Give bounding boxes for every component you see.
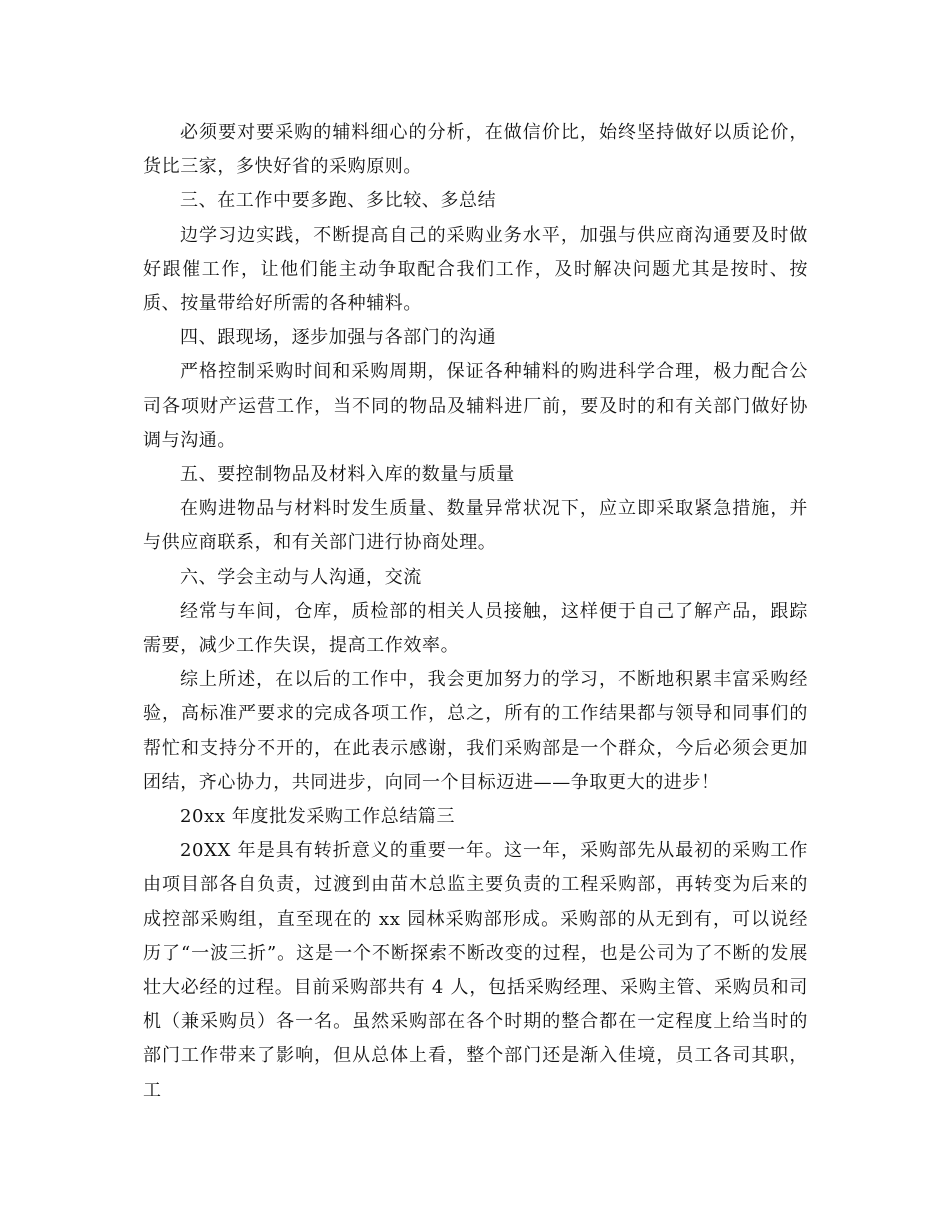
heading-section-5: 五、要控制物品及材料入库的数量与质量 <box>180 464 515 486</box>
paragraph-control-time: 严格控制采购时间和采购周期，保证各种辅料的购进科学合理，极力配合公司各项财产运营工作，当不同的物品及辅料进厂前，要及时的和有关部门做好协调与沟通。 <box>143 361 808 451</box>
heading-section-3: 三、在工作中要多跑、多比较、多总结 <box>180 190 497 212</box>
paragraph-principles: 必须要对要采购的辅料细心的分析，在做信价比，始终坚持做好以质论价，货比三家，多快好省的采购原则。 <box>143 122 808 178</box>
paragraph-communication: 经常与车间，仓库，质检部的相关人员接触，这样便于自己了解产品，跟踪需要，减少工作失误，提高工作效率。 <box>143 600 808 657</box>
paragraph-quality: 在购进物品与材料时发生质量、数量异常状况下，应立即采取紧急措施，并与供应商联系，和有关部门进行协商处理。 <box>143 498 808 554</box>
document-body <box>143 116 808 1108</box>
heading-section-4: 四、跟现场，逐步加强与各部门的沟通 <box>180 327 497 349</box>
paragraph-practice: 边学习边实践，不断提高自己的采购业务水平，加强与供应商沟通要及时做好跟催工作，让他们能主动争取配合我们工作，及时解决问题尤其是按时、按质、按量带给好所需的各种辅料。 <box>143 224 808 315</box>
paragraph-summary: 综上所述，在以后的工作中，我会更加努力的学习，不断地积累丰富采购经验，高标准严要求的完成各项工作，总之，所有的工作结果都与领导和同事们的帮忙和支持分不开的，在此表示感谢，我们采购部是一个群众，今后必须会更加团结，齐心协力，共同进步，向同一个目标迈进——争取更大的进步！ <box>143 669 808 793</box>
heading-part-3: 20xx 年度批发采购工作总结篇三 <box>180 806 456 828</box>
heading-section-6: 六、学会主动与人沟通，交流 <box>180 566 422 588</box>
paragraph-year-review: 20XX 年是具有转折意义的重要一年。这一年，采购部先从最初的采购工作由项目部各自负责，过渡到由苗木总监主要负责的工程采购部，再转变为后来的成控部采购组，直至现在的 xx 园林采购部形成。采购部的从无到有，可以说经历了“一波三折”。这是一个不断探索不断改变的过程，也是公司为了不断的发展壮大必经的过程。目前采购部共有 4 人，包括采购经理、采购主管、采购员和司机（兼采购员）各一名。虽然采购部在各个时期的整合都在一定程度上给当时的部门工作带来了影响，但从总体上看，整个部门还是渐入佳境，员工各司其职，工 <box>143 840 808 1101</box>
